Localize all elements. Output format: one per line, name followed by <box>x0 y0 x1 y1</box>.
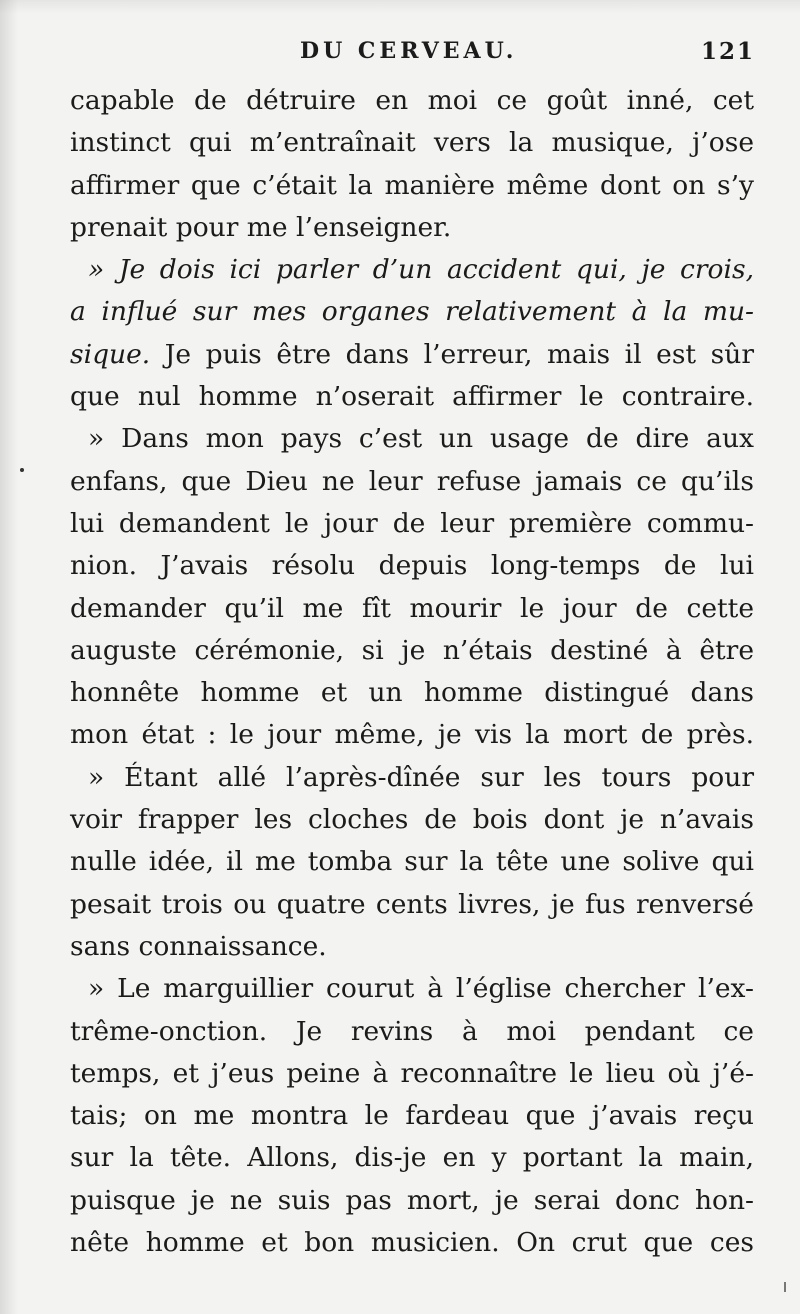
text-line: honnête homme et un homme distingué dans <box>70 677 754 709</box>
running-title: DU CERVEAU. <box>300 38 518 64</box>
roman-fragment: Je puis être dans l’erreur, mais il est sûr <box>164 338 754 370</box>
text-line: lui demandent le jour de leur première commu- <box>70 507 754 539</box>
italic-fragment: sique. <box>70 338 151 370</box>
text-line: instinct qui m’entraînait vers la musique, j’ose <box>70 127 754 159</box>
text-line: nête homme et bon musicien. On crut que ces <box>70 1227 754 1259</box>
print-speck <box>20 468 24 472</box>
running-head <box>300 38 755 70</box>
text-line: capable de détruire en moi ce goût inné, cet <box>70 85 754 116</box>
text-line: » Étant allé l’après-dînée sur les tours pour <box>88 761 754 793</box>
text-line: » Dans mon pays c’est un usage de dire aux <box>88 423 754 455</box>
text-line: puisque je ne suis pas mort, je serai donc hon- <box>70 1184 754 1216</box>
text-line: que nul homme n’oserait affirmer le contraire. <box>70 381 754 413</box>
text-line: tais; on me montra le fardeau que j’avais reçu <box>70 1100 754 1132</box>
text-line: » Le marguillier courut à l’église chercher l’ex- <box>88 973 754 1005</box>
text-line: demander qu’il me fît mourir le jour de cette <box>70 592 754 624</box>
text-line: affirmer que c’était la manière même dont on s’y <box>70 169 754 201</box>
text-line: nion. J’avais résolu depuis long-temps de lui <box>70 550 754 582</box>
text-line: voir frapper les cloches de bois dont je n’avais <box>70 804 754 836</box>
body-text <box>70 80 754 1264</box>
text-line: sur la tête. Allons, dis-je en y portant la main, <box>70 1142 754 1174</box>
text-line: temps, et j’eus peine à reconnaître le lieu où j’é- <box>70 1057 754 1089</box>
text-line: prenait pour me l’enseigner. <box>70 211 452 243</box>
text-line-italic: » Je dois ici parler d’un accident qui, je crois, <box>88 254 754 286</box>
text-line: mon état : le jour même, je vis la mort de près. <box>70 719 754 751</box>
text-line-mixed <box>70 334 754 376</box>
text-line: auguste cérémonie, si je n’étais destiné à être <box>70 634 754 666</box>
page-number: 121 <box>700 38 755 65</box>
text-line: sans connaissance. <box>70 930 327 962</box>
text-line: pesait trois ou quatre cents livres, je fus renversé <box>70 888 754 920</box>
text-line: nulle idée, il me tomba sur la tête une solive qui <box>70 846 754 878</box>
print-speck <box>784 1282 786 1292</box>
text-line-italic: a influé sur mes organes relativement à la mu- <box>70 296 754 328</box>
text-line: enfans, que Dieu ne leur refuse jamais ce qu’ils <box>70 465 754 497</box>
text-line: trême-onction. Je revins à moi pendant ce <box>70 1015 754 1047</box>
